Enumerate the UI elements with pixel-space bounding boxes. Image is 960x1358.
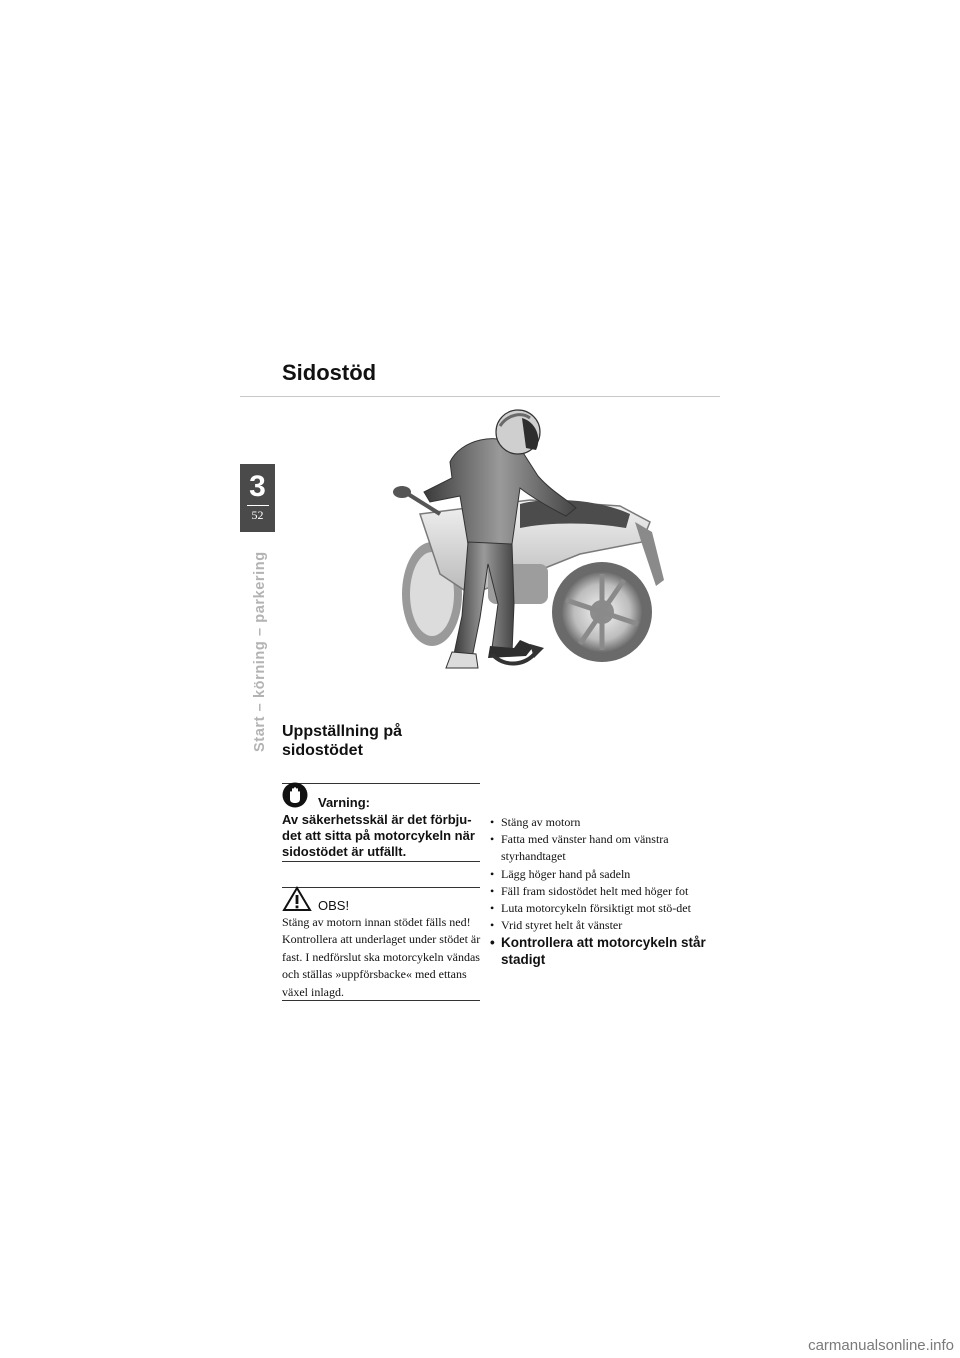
title-divider	[240, 396, 720, 397]
list-item: • Lägg höger hand på sadeln	[490, 866, 720, 883]
page-title: Sidostöd	[282, 360, 377, 385]
list-item: • Luta motorcykeln försiktigt mot stö-det	[490, 900, 720, 917]
page-number: 52	[251, 508, 264, 522]
warning-text: Av säkerhetsskäl är det förbju-det att sitta på motorcykeln när sidostödet är utfällt.	[282, 812, 475, 859]
list-item: • Fatta med vänster hand om vänstra styrhandtaget	[490, 831, 720, 865]
stop-hand-icon	[282, 782, 308, 808]
chapter-side-label: Start – körning – parkering	[252, 551, 268, 752]
warning-label: Varning:	[318, 795, 371, 810]
footer-watermark[interactable]: carmanualsonline.info	[808, 1337, 954, 1354]
exclamation-triangle-icon	[282, 886, 312, 912]
chapter-number: 3	[249, 470, 266, 503]
section-heading: Uppställning på sidostödet	[282, 723, 402, 759]
note-bottom-rule	[282, 1000, 480, 1001]
list-item: • Vrid styret helt åt vänster	[490, 917, 720, 934]
chapter-tab-divider	[247, 505, 269, 506]
list-item: • Fäll fram sidostödet helt med höger fot	[490, 883, 720, 900]
warning-top-rule	[282, 783, 480, 784]
note-label: OBS!	[318, 898, 350, 913]
warning-bottom-rule	[282, 861, 480, 862]
list-item: • Stäng av motorn	[490, 814, 720, 831]
step-list	[490, 814, 720, 968]
chapter-tab	[240, 464, 275, 532]
motorcycle-sidestand-illustration	[380, 404, 680, 672]
note-text: Stäng av motorn innan stödet fälls ned! Kontrollera att underlaget under stödet är fast. I nedförslut ska motorcykeln vändas och ställas »uppförsbacke« med ettans växel inlagd.	[282, 915, 481, 999]
rear-wheel	[552, 562, 652, 662]
list-item-emphasized: • Kontrollera att motorcykeln står stadigt	[490, 934, 720, 968]
